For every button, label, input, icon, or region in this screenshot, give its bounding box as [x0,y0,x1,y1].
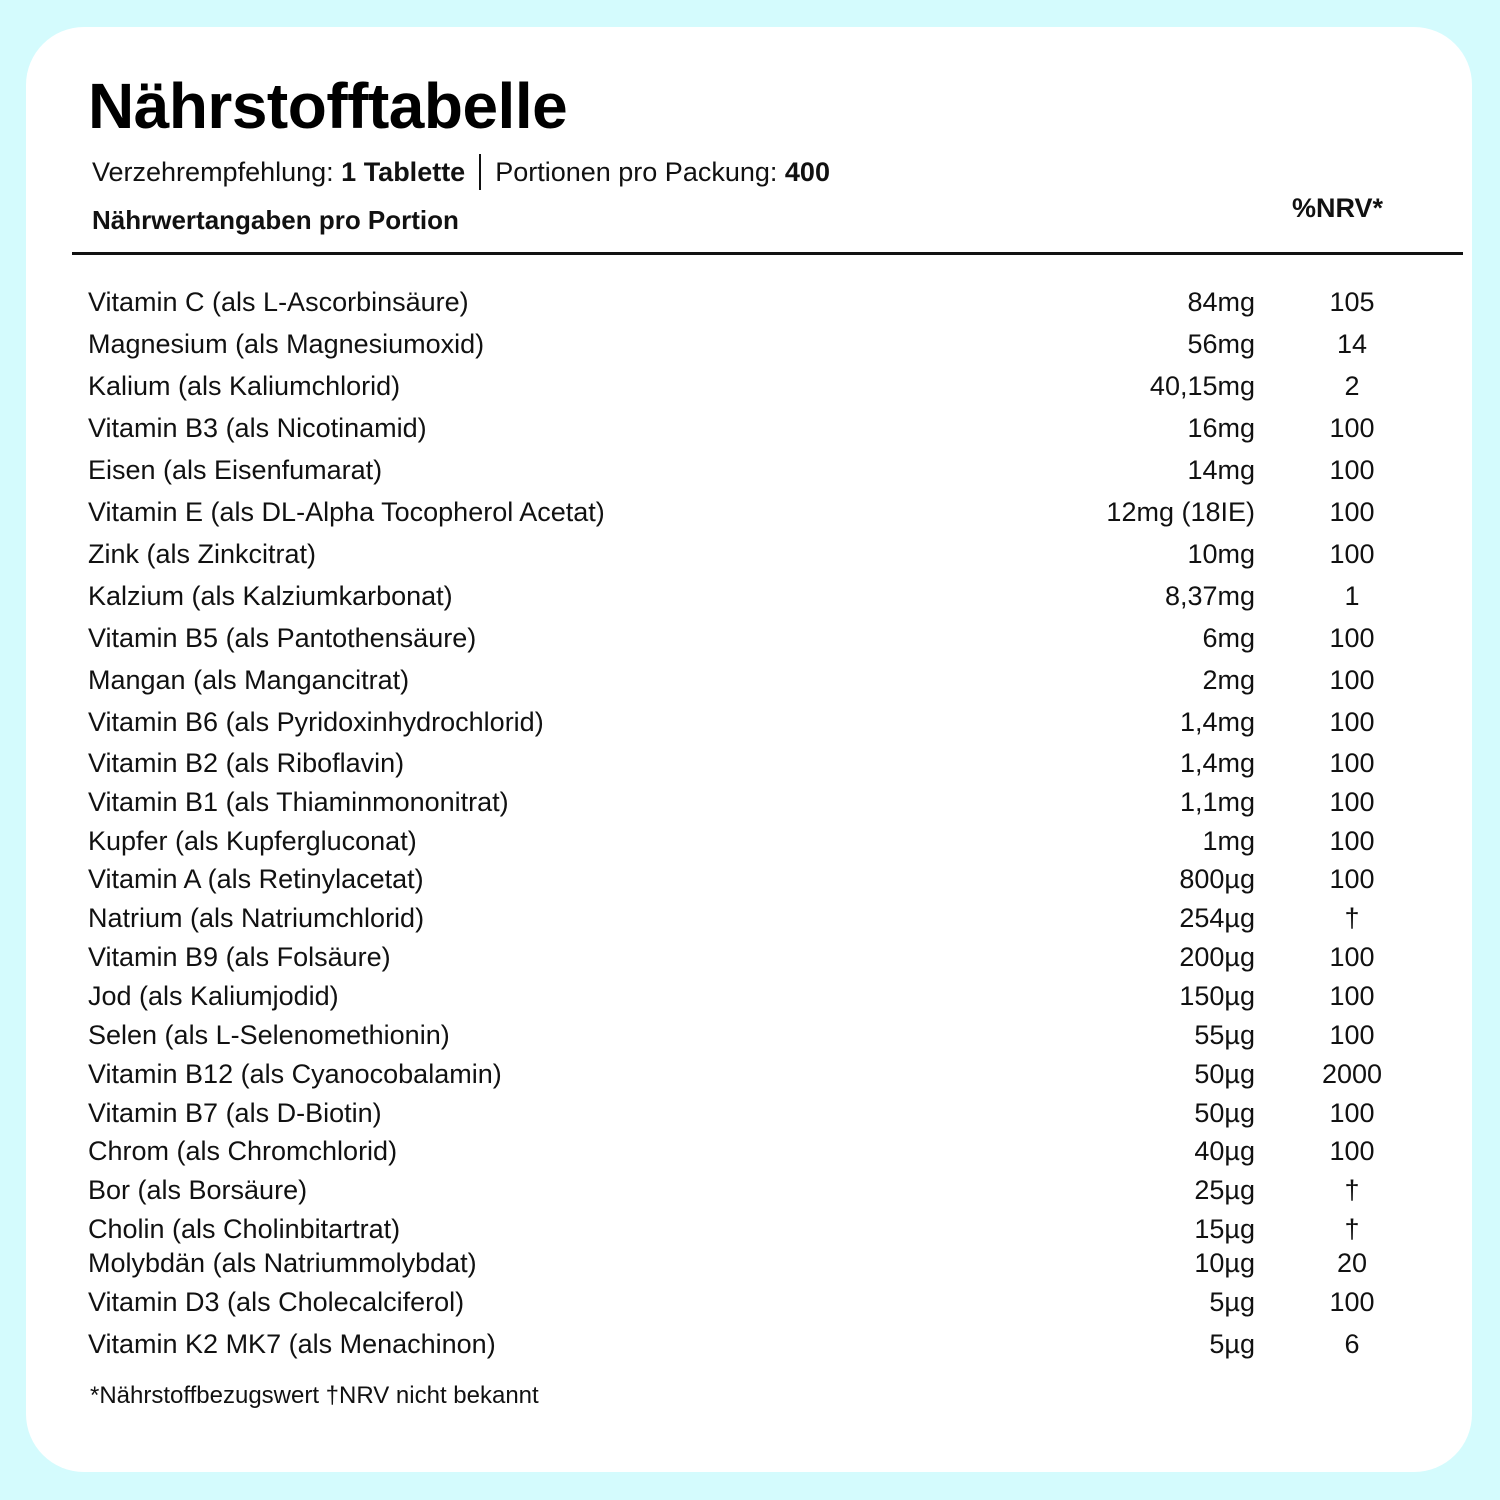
nutrient-amount: 40,15mg [1149,371,1255,401]
nutrient-nrv: 100 [1329,455,1375,485]
nutrient-nrv: 100 [1329,942,1375,972]
nutrient-name: Vitamin D3 (als Cholecalciferol) [88,1287,465,1317]
recommendation-label: Verzehrempfehlung: [92,157,334,187]
table-row [88,1093,1408,1133]
table-row [88,1054,1408,1094]
nutrient-nrv: 100 [1329,826,1375,856]
separator [479,154,481,190]
table-row [88,450,1408,490]
nutrient-name: Jod (als Kaliumjodid) [88,981,339,1011]
table-row [88,366,1408,406]
table-row [88,898,1408,938]
table-row [88,1170,1408,1210]
nutrient-amount: 50µg [1194,1059,1255,1089]
nutrient-nrv: † [1344,1175,1360,1205]
nutrient-nrv: 20 [1336,1248,1368,1278]
recommendation-value: 1 Tablette [341,157,466,187]
nutrient-name: Selen (als L-Selenomethionin) [88,1020,450,1050]
footnote: *Nährstoffbezugswert †NRV nicht bekannt [90,1382,539,1409]
nutrient-name: Eisen (als Eisenfumarat) [88,455,383,485]
table-row [88,324,1408,364]
nutrient-amount: 1,1mg [1179,787,1255,817]
nutrient-name: Kalium (als Kaliumchlorid) [88,371,401,401]
nutrient-name: Vitamin E (als DL-Alpha Tocopherol Acetat) [88,497,605,527]
nutrient-name: Vitamin B1 (als Thiaminmononitrat) [88,787,509,817]
nutrient-nrv: 100 [1329,413,1375,443]
nutrient-amount: 8,37mg [1164,581,1255,611]
nutrient-nrv: 2000 [1321,1059,1383,1089]
portions-value: 400 [784,157,830,187]
nutrient-amount: 15µg [1194,1214,1255,1244]
table-row [88,937,1408,977]
table-row [88,576,1408,616]
nutrient-amount: 14mg [1187,455,1255,485]
nutrient-nrv: 14 [1336,329,1368,359]
table-row [88,743,1408,783]
nutrient-nrv: 2 [1344,371,1360,401]
header-divider [72,252,1463,255]
nutrient-name: Mangan (als Mangancitrat) [88,665,410,695]
nutrient-nrv: † [1344,1214,1360,1244]
nrv-column-header: %NRV* [1292,193,1384,223]
nutrient-nrv: 100 [1329,981,1375,1011]
table-row [88,859,1408,899]
nutrient-nrv: 100 [1329,1020,1375,1050]
nutrient-nrv: 100 [1329,497,1375,527]
per-portion-heading: Nährwertangaben pro Portion [92,205,459,235]
nutrient-name: Natrium (als Natriumchlorid) [88,903,425,933]
nutrient-amount: 10µg [1194,1248,1255,1278]
nutrient-name: Vitamin B9 (als Folsäure) [88,942,391,972]
nutrient-amount: 84mg [1187,287,1255,317]
portions-label: Portionen pro Packung: [495,157,778,187]
nutrient-nrv: 100 [1329,665,1375,695]
nutrient-nrv: 100 [1329,1287,1375,1317]
nutrient-amount: 25µg [1194,1175,1255,1205]
table-row [88,660,1408,700]
nutrient-amount: 40µg [1194,1136,1255,1166]
table-row [88,618,1408,658]
nutrient-nrv: 100 [1329,864,1375,894]
nutrient-amount: 5µg [1209,1287,1255,1317]
nutrient-amount: 10mg [1187,539,1255,569]
nutrient-nrv: 100 [1329,787,1375,817]
nutrient-name: Cholin (als Cholinbitartrat) [88,1214,401,1244]
nutrient-name: Chrom (als Chromchlorid) [88,1136,398,1166]
nutrient-name: Vitamin B12 (als Cyanocobalamin) [88,1059,502,1089]
nutrient-name: Vitamin B5 (als Pantothensäure) [88,623,477,653]
nutrient-nrv: 100 [1329,1136,1375,1166]
nutrient-nrv: † [1344,903,1360,933]
nutrient-name: Kalzium (als Kalziumkarbonat) [88,581,453,611]
table-row [88,282,1408,322]
nutrient-nrv: 1 [1344,581,1360,611]
nutrient-name: Vitamin B3 (als Nicotinamid) [88,413,427,443]
nutrient-name: Vitamin A (als Retinylacetat) [88,864,424,894]
table-row [88,702,1408,742]
nutrient-amount: 1,4mg [1179,707,1255,737]
table-row [88,492,1408,532]
nutrient-amount: 150µg [1179,981,1255,1011]
table-row [88,821,1408,861]
nutrient-amount: 6mg [1202,623,1255,653]
nutrient-name: Vitamin B7 (als D-Biotin) [88,1098,382,1128]
table-row [88,1282,1408,1322]
nutrient-amount: 50µg [1194,1098,1255,1128]
table-row [88,1243,1408,1283]
nutrient-amount: 800µg [1179,864,1255,894]
nutrient-amount: 12mg (18IE) [1106,497,1255,527]
nutrient-amount: 56mg [1187,329,1255,359]
table-row [88,1015,1408,1055]
nutrient-amount: 1,4mg [1179,748,1255,778]
nutrient-name: Kupfer (als Kupfergluconat) [88,826,417,856]
nutrient-amount: 55µg [1194,1020,1255,1050]
nutrient-name: Bor (als Borsäure) [88,1175,308,1205]
serving-info [92,152,830,194]
nutrient-nrv: 100 [1329,748,1375,778]
nutrient-nrv: 6 [1344,1329,1360,1359]
nutrient-name: Vitamin B6 (als Pyridoxinhydrochlorid) [88,707,544,737]
nutrient-amount: 5µg [1209,1329,1255,1359]
nutrient-name: Zink (als Zinkcitrat) [88,539,317,569]
nutrient-nrv: 100 [1329,707,1375,737]
table-row [88,1131,1408,1171]
nutrient-name: Vitamin B2 (als Riboflavin) [88,748,405,778]
page-title: Nährstofftabelle [88,70,568,142]
nutrient-nrv: 105 [1329,287,1375,317]
nutrient-nrv: 100 [1329,539,1375,569]
nutrient-nrv: 100 [1329,1098,1375,1128]
nutrient-amount: 16mg [1187,413,1255,443]
nutrient-name: Vitamin C (als L-Ascorbinsäure) [88,287,469,317]
nutrient-name: Magnesium (als Magnesiumoxid) [88,329,485,359]
nutrient-amount: 2mg [1202,665,1255,695]
table-row [88,534,1408,574]
nutrient-name: Molybdän (als Natriummolybdat) [88,1248,477,1278]
table-row [88,1324,1408,1364]
table-row [88,976,1408,1016]
table-row [88,782,1408,822]
nutrient-nrv: 100 [1329,623,1375,653]
nutrient-amount: 1mg [1202,826,1255,856]
nutrient-name: Vitamin K2 MK7 (als Menachinon) [88,1329,496,1359]
nutrient-amount: 200µg [1179,942,1255,972]
nutrient-amount: 254µg [1179,903,1255,933]
table-row [88,408,1408,448]
